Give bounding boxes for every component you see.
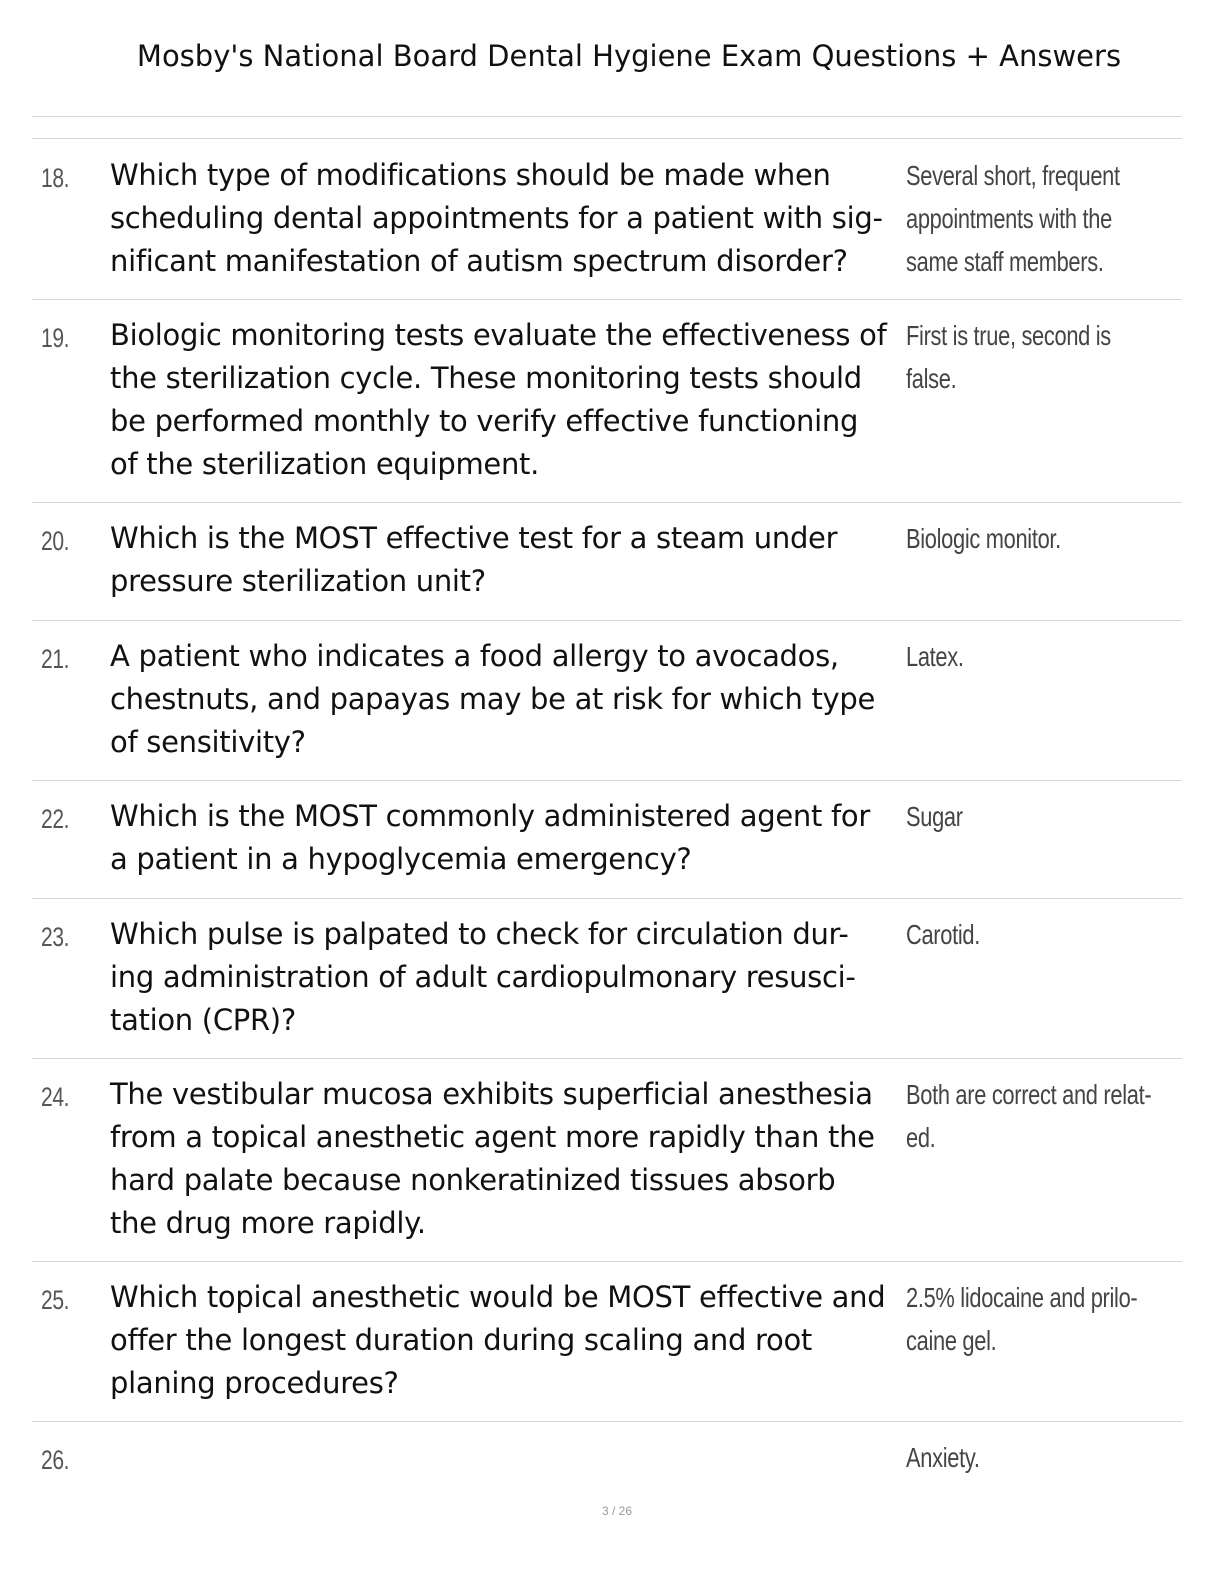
question-number: 25. (41, 1285, 70, 1315)
question-row-23 (32, 899, 1182, 1059)
question-row-19 (32, 300, 1182, 503)
question-number: 19. (41, 323, 70, 353)
question-row-22 (32, 781, 1182, 899)
page-number: 3 / 26 (601, 1504, 633, 1518)
question-text: Which type of modifications should be made when scheduling dental appointments for a patient with sig- nificant manifestation of autism spectrum disorder? (110, 158, 883, 278)
question-text: Which is the MOST commonly administered agent for a patient in a hypoglycemia emergency? (110, 799, 870, 876)
question-number: 21. (41, 644, 70, 674)
question-text: Which topical anesthetic would be MOST effective and offer the longest duration during scaling and root planing procedures? (110, 1280, 886, 1400)
question-number: 26. (41, 1445, 70, 1475)
question-text: A patient who indicates a food allergy to avocados, chestnuts, and papayas may be at risk for which type of sensitivity? (110, 639, 876, 759)
question-row-21 (32, 621, 1182, 781)
question-number: 18. (41, 163, 70, 193)
question-number: 23. (41, 922, 70, 952)
question-text: The vestibular mucosa exhibits superficial anesthesia from a topical anesthetic agent more rapidly than the hard palate because nonkeratinized tissues absorb the drug more rapidly. (110, 1077, 875, 1240)
question-row-20 (32, 503, 1182, 621)
answer-text: Latex. (906, 641, 964, 672)
table-top-divider (32, 138, 1182, 139)
question-number: 22. (41, 804, 70, 834)
answer-text: Several short, frequent appointments with the same staff members. (906, 160, 1120, 277)
question-text: Biologic monitoring tests evaluate the effectiveness of the sterilization cycle. These monitoring tests should be performed monthly to verify effective functioning of the sterilization equipment. (110, 318, 887, 481)
answer-text: First is true, second is false. (906, 320, 1111, 394)
question-row-26 (32, 1422, 1182, 1502)
question-text: Which pulse is palpated to check for circulation dur- ing administration of adult cardiopulmonary resusci- tation (CPR)? (110, 917, 856, 1037)
question-row-24 (32, 1059, 1182, 1262)
answer-text: Anxiety. (906, 1442, 980, 1473)
question-text: Which is the MOST effective test for a steam under pressure sterilization unit? (110, 521, 838, 598)
question-number: 24. (41, 1082, 70, 1112)
answer-text: 2.5% lidocaine and prilo- caine gel. (906, 1282, 1138, 1356)
question-row-25 (32, 1262, 1182, 1422)
answer-text: Biologic monitor. (906, 523, 1061, 554)
question-row-18 (32, 140, 1182, 300)
answer-text: Both are correct and relat- ed. (906, 1079, 1152, 1153)
header-divider (32, 116, 1182, 117)
answer-text: Carotid. (906, 919, 980, 950)
page-title: Mosby's National Board Dental Hygiene Exam Questions + Answers (136, 39, 1122, 73)
answer-text: Sugar (906, 801, 963, 832)
question-number: 20. (41, 526, 70, 556)
